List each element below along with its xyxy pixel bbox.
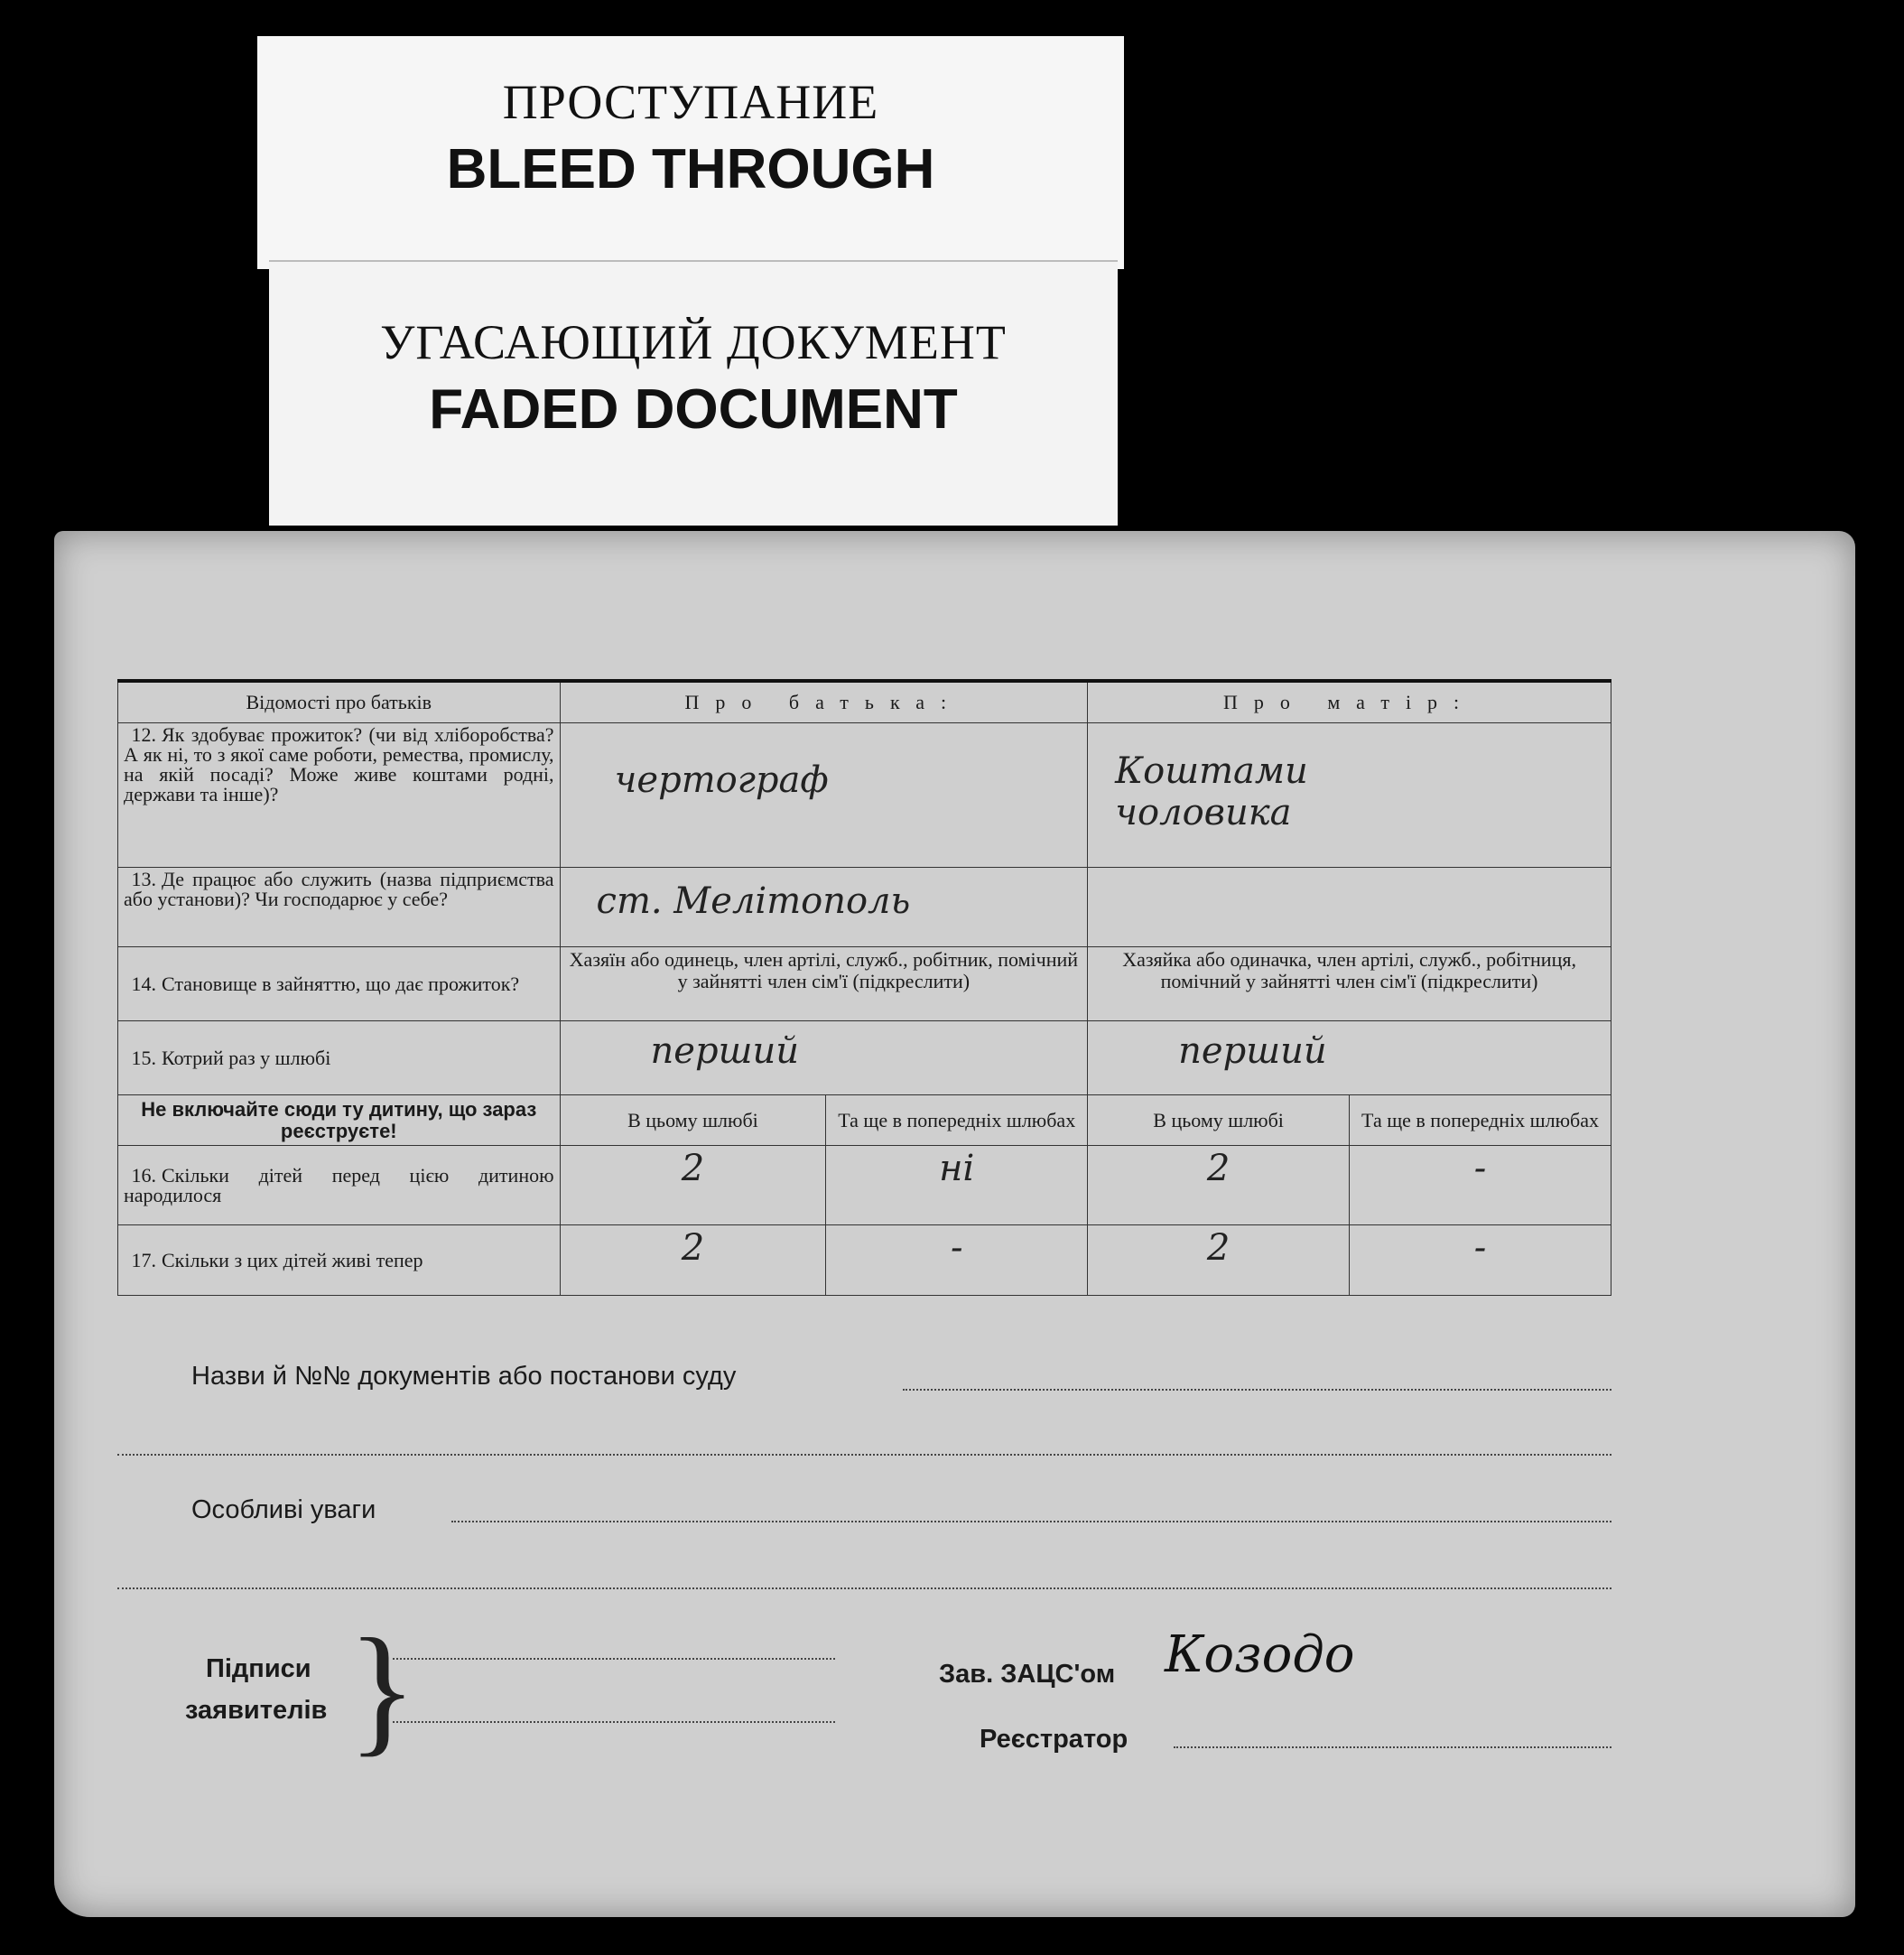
header-mother: Про матір: — [1088, 681, 1611, 723]
q12-father-answer: чертограф — [560, 723, 1088, 868]
table-row-q17 — [118, 1225, 1611, 1296]
notes-dotted-line-2 — [117, 1587, 1611, 1589]
applicant-signature-line-1 — [393, 1658, 835, 1660]
q12-text: Як здобуває прожиток? (чи від хліборобства? А як ні, то з якої саме роботи, ремества, промислу, на якій посаді? Може живе коштами родні, держави та інше)? — [124, 723, 554, 805]
q17-father-prev: - — [826, 1225, 1088, 1296]
q14-text: Становище в зайняттю, що дає прожиток? — [162, 972, 520, 995]
parents-table — [117, 679, 1611, 1296]
q15-father-answer: перший — [560, 1021, 1088, 1095]
q16-mother-this: 2 — [1088, 1146, 1350, 1225]
faded-document-en: FADED DOCUMENT — [429, 378, 958, 441]
header-parents-info: Відомості про батьків — [118, 681, 561, 723]
mother-this-marriage-header: В цьому шлюбі — [1088, 1095, 1350, 1146]
faded-document-ru: УГАСАЮЩИЙ ДОКУМЕНТ — [380, 315, 1007, 369]
header-father: Про батька: — [560, 681, 1088, 723]
q16-number: 16. — [131, 1163, 156, 1187]
table-row-q15 — [118, 1021, 1611, 1095]
head-signature: Козодо — [1165, 1625, 1355, 1684]
table-row-q13 — [118, 868, 1611, 947]
brace-symbol: } — [348, 1608, 417, 1769]
children-note: Не включайте сюди ту дитину, що зараз реєструєте! — [118, 1095, 561, 1146]
table-row-q16 — [118, 1146, 1611, 1225]
notes-label: Особливі уваги — [191, 1495, 376, 1524]
faded-document-card — [269, 260, 1118, 526]
q16-father-this: 2 — [560, 1146, 826, 1225]
q16-mother-prev: - — [1350, 1146, 1611, 1225]
documents-dotted-line — [903, 1389, 1611, 1391]
q13-father-answer: ст. Мелітополь — [560, 868, 1088, 947]
q16-father-prev: ні — [826, 1146, 1088, 1225]
documents-dotted-line-2 — [117, 1454, 1611, 1456]
registrar-label: Реєстратор — [980, 1725, 1128, 1754]
q15-text: Котрий раз у шлюбі — [162, 1046, 331, 1069]
mother-prev-marriages-header: Та ще в попередніх шлюбах — [1350, 1095, 1611, 1146]
q15-number: 15. — [131, 1046, 156, 1069]
q17-mother-prev: - — [1350, 1225, 1611, 1296]
q17-number: 17. — [131, 1248, 156, 1271]
documents-label: Назви й №№ документів або постанови суду — [191, 1362, 737, 1391]
q17-mother-this: 2 — [1088, 1225, 1350, 1296]
q13-mother-answer — [1088, 868, 1611, 947]
table-row-children-header — [118, 1095, 1611, 1146]
father-this-marriage-header: В цьому шлюбі — [560, 1095, 826, 1146]
q17-text: Скільки з цих дітей живі тепер — [162, 1248, 423, 1271]
q14-father-options: Хазяїн або одинець, член артілі, служб., робітник, помічний у зайнятті член сім'ї (підкреслити) — [560, 947, 1088, 1021]
bleed-through-ru: ПРОСТУПАНИЕ — [502, 75, 879, 129]
father-prev-marriages-header: Та ще в попередніх шлюбах — [826, 1095, 1088, 1146]
q12-number: 12. — [131, 723, 156, 746]
table-header-row — [118, 681, 1611, 723]
q14-number: 14. — [131, 972, 156, 995]
signatures-label-2: заявителів — [185, 1696, 328, 1725]
q14-mother-options: Хазяйка або одиначка, член артілі, служб., робітниця, помічний у зайнятті член сім'ї (підкреслити) — [1088, 947, 1611, 1021]
registrar-signature-line — [1174, 1746, 1611, 1748]
bleed-through-en: BLEED THROUGH — [446, 138, 935, 200]
table-row-q14 — [118, 947, 1611, 1021]
q12-mother-answer: Коштами чоловика — [1088, 723, 1611, 868]
q15-mother-answer: перший — [1088, 1021, 1611, 1095]
bleed-through-card — [257, 36, 1124, 269]
table-row-q12 — [118, 723, 1611, 868]
notes-dotted-line — [451, 1521, 1611, 1522]
q17-father-this: 2 — [560, 1225, 826, 1296]
head-label: Зав. ЗАЦС'ом — [939, 1660, 1116, 1689]
signatures-label-1: Підписи — [206, 1654, 311, 1683]
q13-number: 13. — [131, 868, 156, 890]
q13-text: Де працює або служить (назва підприємства або установи)? Чи господарює у себе? — [124, 868, 554, 910]
applicant-signature-line-2 — [393, 1721, 835, 1723]
q16-text: Скільки дітей перед цією дитиною народилося — [124, 1163, 554, 1206]
